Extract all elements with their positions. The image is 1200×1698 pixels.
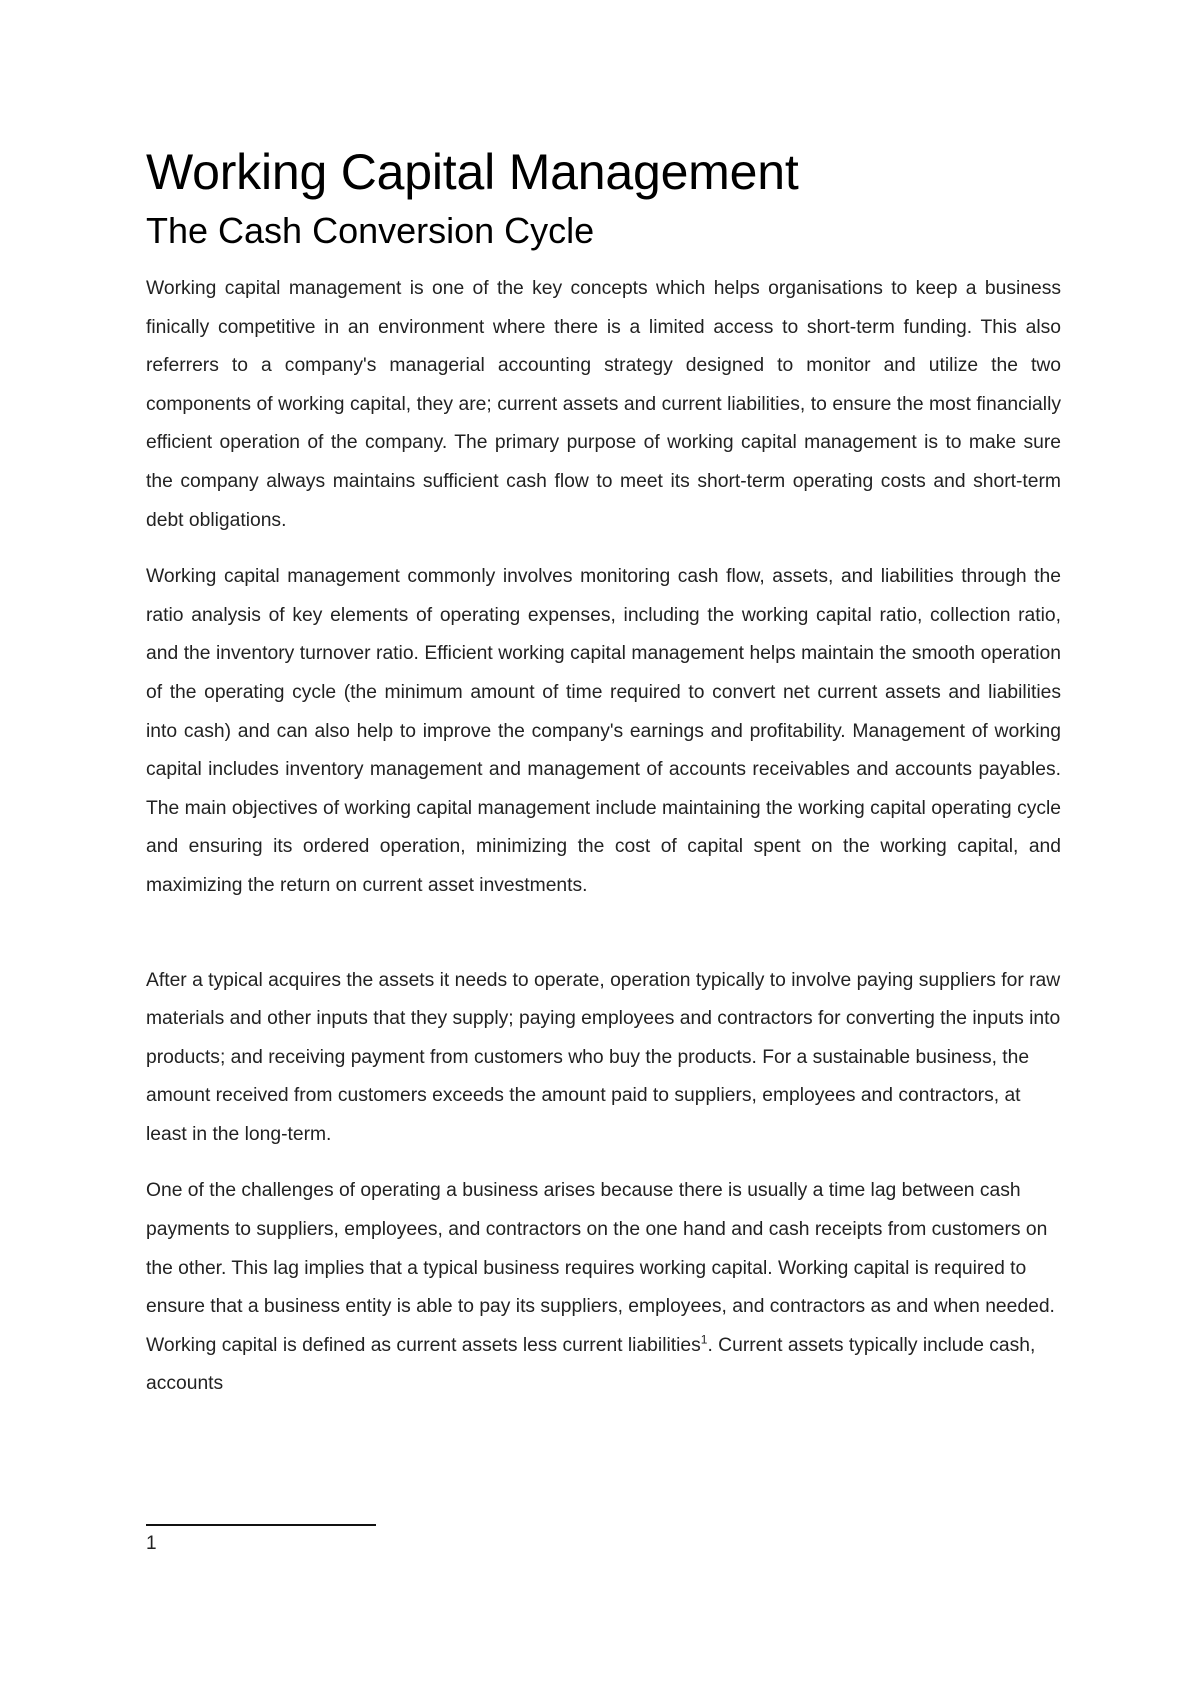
footnote-divider bbox=[146, 1524, 376, 1526]
paragraph-time-lag-text: One of the challenges of operating a business arises because there is usually a time lag between cash payments to suppliers, employees, and contractors on the one hand and cash receipts from customers on the other. This lag implies that a typical business requires working capital. Working capital is required to ensure that a business entity is able to pay its suppliers, employees, and contractors as and when needed. Working capital is defined as current assets less current liabilities bbox=[146, 1180, 1055, 1356]
document-body bbox=[146, 140, 1061, 1404]
page-title: Working Capital Management bbox=[146, 144, 799, 200]
paragraph-monitoring: Working capital management commonly involves monitoring cash flow, assets, and liabilities through the ratio analysis of key elements of operating expenses, including the working capital ratio, collection ratio, and the inventory turnover ratio. Efficient working capital management helps maintain the smooth operation of the operating cycle (the minimum amount of time required to convert net current assets and liabilities into cash) and can also help to improve the company's earnings and profitability. Management of working capital includes inventory management and management of accounts receivables and accounts payables. The main objectives of working capital management include maintaining the working capital operating cycle and ensuring its ordered operation, minimizing the cost of capital spent on the working capital, and maximizing the return on current asset investments. bbox=[146, 566, 1061, 896]
paragraph-time-lag bbox=[146, 1172, 1061, 1404]
paragraph-intro: Working capital management is one of the key concepts which helps organisations to keep a business finically competitive in an environment where there is a limited access to short-term funding. This also referrers to a company's managerial accounting strategy designed to monitor and utilize the two components of working capital, they are; current assets and current liabilities, to ensure the most financially efficient operation of the company. The primary purpose of working capital management is to make sure the company always maintains sufficient cash flow to meet its short-term operating costs and short-term debt obligations. bbox=[146, 278, 1061, 531]
paragraph-operations: After a typical acquires the assets it needs to operate, operation typically to involve paying suppliers for raw materials and other inputs that they supply; paying employees and contractors for converting the inputs into products; and receiving payment from customers who buy the products. For a sustainable business, the amount received from customers exceeds the amount paid to suppliers, employees and contractors, at least in the long-term. bbox=[146, 969, 1061, 1145]
footnote-number: 1 bbox=[146, 1533, 157, 1554]
footnote-reference[interactable]: 1 bbox=[700, 1332, 708, 1347]
paragraph-time-lag-continuation: . Current assets typically include cash, accounts bbox=[146, 1334, 1036, 1395]
section-subtitle: The Cash Conversion Cycle bbox=[146, 210, 595, 251]
